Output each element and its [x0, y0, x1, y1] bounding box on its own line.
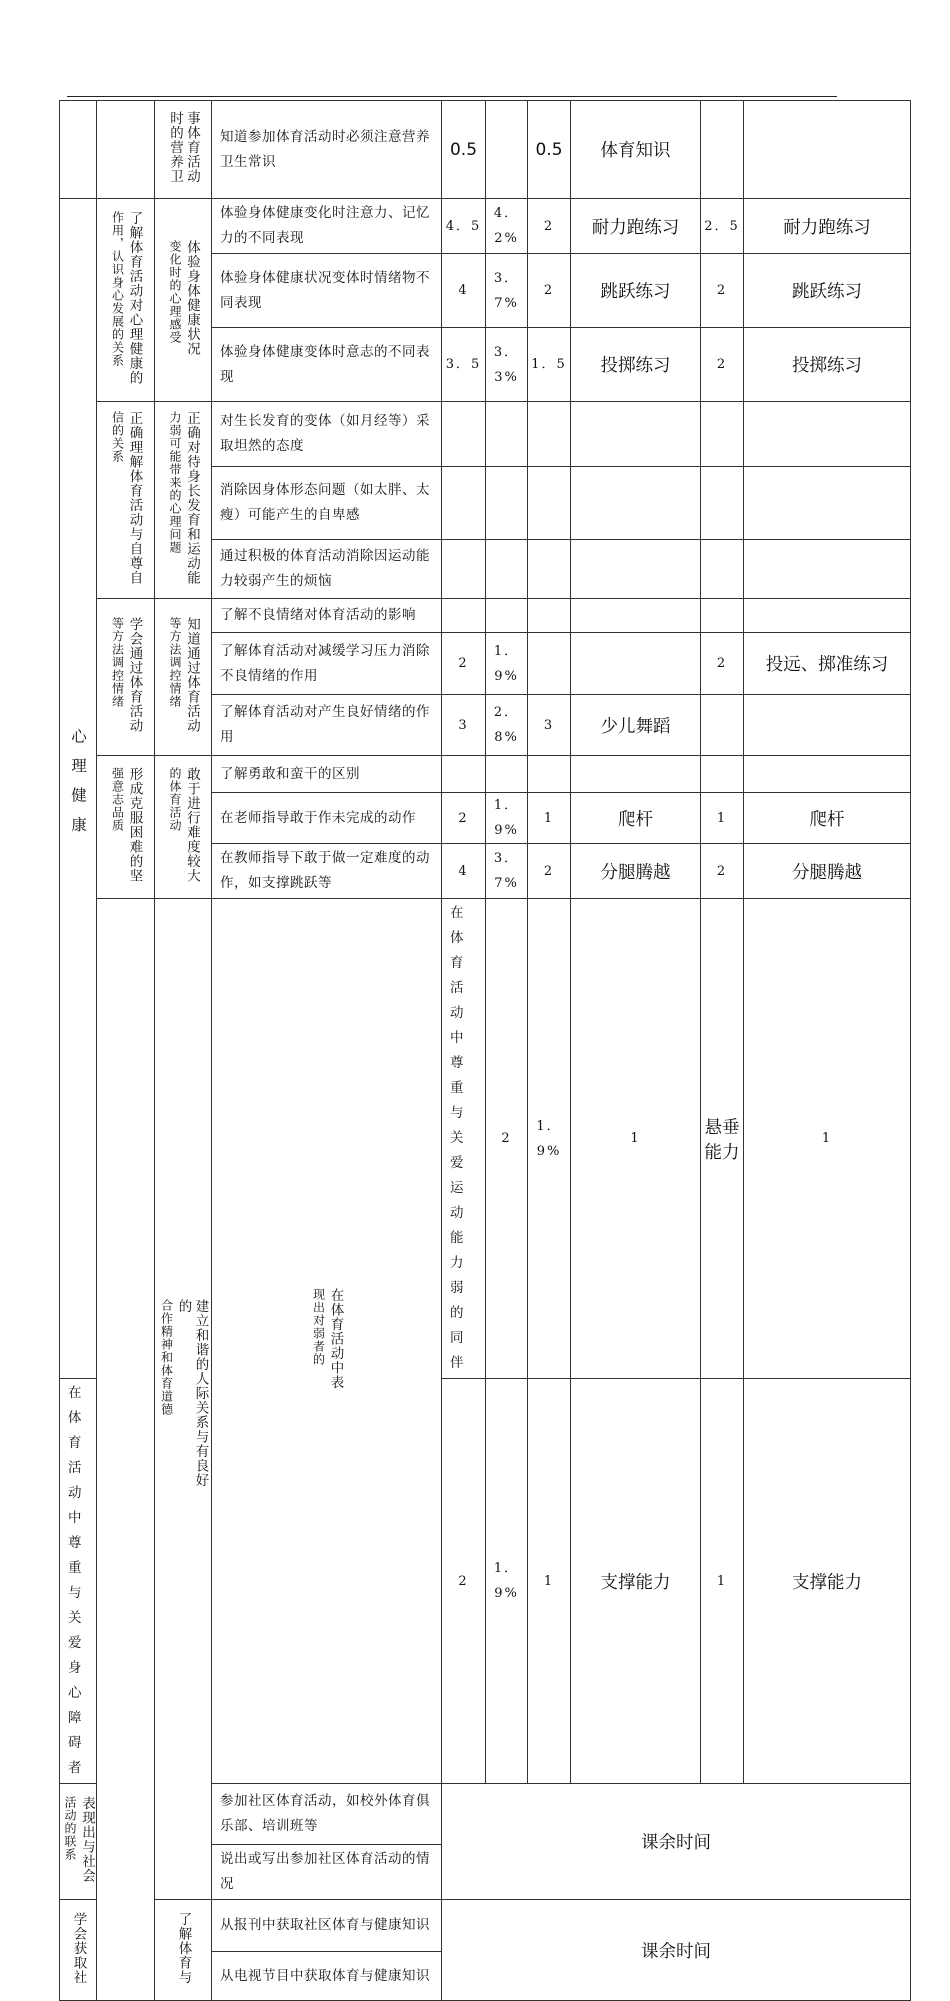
- hours2-cell: 0.5: [528, 101, 571, 199]
- content-cell: 敢于进行难度较大 的体育活动: [155, 756, 212, 899]
- activity-cell: 跳跃练习: [571, 254, 701, 328]
- activity2-cell: [744, 540, 911, 599]
- percent-cell: [486, 467, 528, 540]
- activity-cell: [571, 402, 701, 467]
- hours-cell: [442, 467, 486, 540]
- activity2-cell: [744, 402, 911, 467]
- hours3-cell: 2: [701, 328, 744, 402]
- goal-cell: 了解体育活动对心理健康的 作用，认识身心发展的关系: [97, 199, 155, 402]
- table-row: [60, 199, 911, 254]
- hours-cell: 2: [442, 633, 486, 695]
- desc-cell: 说出或写出参加社区体育活动的情况: [212, 1845, 442, 1900]
- domain-cell-empty: [60, 101, 97, 199]
- table-row: [60, 402, 911, 467]
- goal-cell: [97, 101, 155, 199]
- hours2-cell: 1: [571, 899, 701, 1379]
- percent-cell: 3．3%: [486, 328, 528, 402]
- activity-cell: [571, 540, 701, 599]
- content-cell: 表现出与社会 活动的联系: [60, 1784, 97, 1900]
- activity2-cell: 分腿腾越: [744, 844, 911, 899]
- content-cell: 了解体育与: [155, 1900, 212, 2001]
- hours2-cell: [528, 633, 571, 695]
- hours-cell: 4: [442, 844, 486, 899]
- activity-cell: 悬垂能力: [701, 899, 744, 1379]
- hours2-cell: [528, 540, 571, 599]
- desc-cell: 对生长发育的变体（如月经等）采取坦然的态度: [212, 402, 442, 467]
- hours3-cell: 2．5: [701, 199, 744, 254]
- hours-cell: [442, 599, 486, 633]
- header-rule: [67, 96, 837, 97]
- hours2-cell: 1: [528, 793, 571, 844]
- activity2-cell: [744, 599, 911, 633]
- domain-cell-empty: [97, 899, 155, 2001]
- hours-cell: 2: [442, 1379, 486, 1784]
- goal-cell: 形成克服困难的坚 强意志品质: [97, 756, 155, 899]
- hours2-cell: [528, 402, 571, 467]
- hours-cell: [442, 540, 486, 599]
- desc-cell: 了解不良情绪对体育活动的影响: [212, 599, 442, 633]
- table-row: [60, 899, 911, 1379]
- activity-cell: [571, 467, 701, 540]
- desc-cell: 在体育活动中尊重与关爱身心障碍者: [60, 1379, 97, 1784]
- desc-cell: 了解勇敢和蛮干的区别: [212, 756, 442, 793]
- hours-cell: 3．5: [442, 328, 486, 402]
- hours2-cell: 3: [528, 695, 571, 756]
- desc-cell: 从报刊中获取社区体育与健康知识: [212, 1900, 442, 1952]
- activity2-cell: 跳跃练习: [744, 254, 911, 328]
- activity-cell: 少儿舞蹈: [571, 695, 701, 756]
- content-cell: 知道通过体育活动 等方法调控情绪: [155, 599, 212, 756]
- hours3-cell: [701, 599, 744, 633]
- percent-cell: 4．2%: [486, 199, 528, 254]
- activity2-cell: [744, 756, 911, 793]
- activity-cell: 爬杆: [571, 793, 701, 844]
- hours-cell: 4．5: [442, 199, 486, 254]
- activity-cell: 投掷练习: [571, 328, 701, 402]
- activity-cell: 耐力跑练习: [571, 199, 701, 254]
- percent-cell: [486, 402, 528, 467]
- percent-cell: 1．9%: [528, 899, 571, 1379]
- activity2-cell: 耐力跑练习: [744, 199, 911, 254]
- content-cell: 体验身体健康状况 变化时的心理感受: [155, 199, 212, 402]
- percent-cell: 1．9%: [486, 793, 528, 844]
- domain-cell: 心理健康: [60, 199, 97, 1379]
- desc-cell: 在教师指导下敢于做一定难度的动作，如支撑跳跃等: [212, 844, 442, 899]
- after-class-time-cell: 课余时间: [442, 1784, 911, 1900]
- hours-cell: [442, 756, 486, 793]
- hours-cell: 4: [442, 254, 486, 328]
- desc-cell: 体验身体健康变体时意志的不同表现: [212, 328, 442, 402]
- desc-cell: 从电视节目中获取体育与健康知识: [212, 1952, 442, 2001]
- activity-cell: 分腿腾越: [571, 844, 701, 899]
- hours3-cell: [701, 540, 744, 599]
- hours2-cell: 1．5: [528, 328, 571, 402]
- desc-cell: 在老师指导敢于作未完成的动作: [212, 793, 442, 844]
- percent-cell: 1．9%: [486, 633, 528, 695]
- table-row: [60, 599, 911, 633]
- desc-cell: 了解体育活动对减缓学习压力消除不良情绪的作用: [212, 633, 442, 695]
- percent-cell: [486, 540, 528, 599]
- hours3-cell: 1: [701, 1379, 744, 1784]
- hours-cell: 2: [442, 793, 486, 844]
- hours2-cell: [528, 467, 571, 540]
- hours3-cell: 2: [701, 254, 744, 328]
- desc-cell: 参加社区体育活动，如校外体育俱乐部、培训班等: [212, 1784, 442, 1845]
- desc-cell: 体验身体健康变化时注意力、记忆力的不同表现: [212, 199, 442, 254]
- hours3-cell: 2: [701, 844, 744, 899]
- activity2-cell: 投远、掷准练习: [744, 633, 911, 695]
- content-cell: 事体育活动 时的营养卫: [155, 101, 212, 199]
- activity2-cell: [744, 467, 911, 540]
- activity2-cell: 投掷练习: [744, 328, 911, 402]
- table-row: [60, 756, 911, 793]
- hours2-cell: 2: [528, 254, 571, 328]
- hours2-cell: [528, 756, 571, 793]
- hours2-cell: 2: [528, 844, 571, 899]
- percent-cell: 3．7%: [486, 254, 528, 328]
- percent-cell: [486, 599, 528, 633]
- desc-cell: 体验身体健康状况变体时情绪物不同表现: [212, 254, 442, 328]
- activity2-cell: [744, 101, 911, 199]
- percent-cell: 1．9%: [486, 1379, 528, 1784]
- after-class-time-cell: 课余时间: [442, 1900, 911, 2001]
- desc-cell: 通过积极的体育活动消除因运动能力较弱产生的烦恼: [212, 540, 442, 599]
- content-cell: 正确对待身长发育和运动能 力弱可能带来的心理问题: [155, 402, 212, 599]
- goal-cell: 正确理解体育活动与自尊自 信的关系: [97, 402, 155, 599]
- hours3-cell: [701, 467, 744, 540]
- goal-cell: 学会通过体育活动 等方法调控情绪: [97, 599, 155, 756]
- activity-cell: [571, 633, 701, 695]
- hours-cell: 0.5: [442, 101, 486, 199]
- hours2-cell: 1: [528, 1379, 571, 1784]
- table-row: [60, 101, 911, 199]
- activity-cell: [571, 756, 701, 793]
- desc-cell: 在体育活动中尊重与关爱运动能力弱的同伴: [442, 899, 486, 1379]
- activity-cell: 体育知识: [571, 101, 701, 199]
- activity2-cell: 爬杆: [744, 793, 911, 844]
- hours3-cell: [701, 756, 744, 793]
- percent-cell: [486, 756, 528, 793]
- hours2-cell: 2: [528, 199, 571, 254]
- goal-cell: 学会获取社: [60, 1900, 97, 2001]
- desc-cell: 消除因身体形态问题（如太胖、太瘦）可能产生的自卑感: [212, 467, 442, 540]
- activity2-cell: [744, 695, 911, 756]
- goal-cell: 建立和谐的人际关系与有良好的 合作精神和体育道德: [155, 899, 212, 1900]
- content-cell: 在体育活动中表 现出对弱者的: [212, 899, 442, 1784]
- activity-cell: 支撑能力: [571, 1379, 701, 1784]
- percent-cell: 2．8%: [486, 695, 528, 756]
- hours3-cell: [701, 402, 744, 467]
- percent-cell: [486, 101, 528, 199]
- desc-cell: 了解体育活动对产生良好情绪的作用: [212, 695, 442, 756]
- hours3-cell: 1: [744, 899, 911, 1379]
- hours-cell: 2: [486, 899, 528, 1379]
- hours3-cell: 1: [701, 793, 744, 844]
- activity2-cell: 支撑能力: [744, 1379, 911, 1784]
- desc-cell: 知道参加体育活动时必须注意营养卫生常识: [212, 101, 442, 199]
- hours-cell: 3: [442, 695, 486, 756]
- hours2-cell: [528, 599, 571, 633]
- hours3-cell: [701, 101, 744, 199]
- hours-cell: [442, 402, 486, 467]
- hours3-cell: [701, 695, 744, 756]
- activity-cell: [571, 599, 701, 633]
- percent-cell: 3．7%: [486, 844, 528, 899]
- table-row: [60, 1900, 911, 1952]
- hours3-cell: 2: [701, 633, 744, 695]
- curriculum-table: [59, 100, 911, 2001]
